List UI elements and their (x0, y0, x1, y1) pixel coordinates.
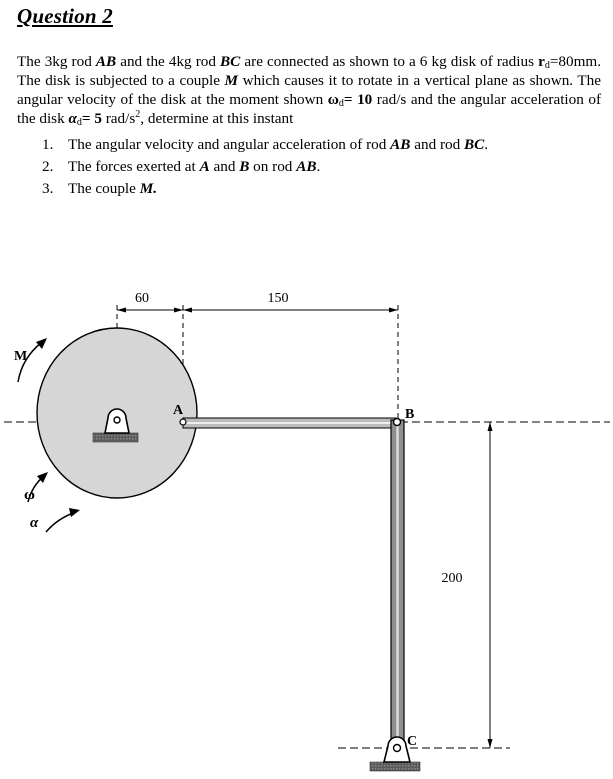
rod-BC (391, 419, 404, 747)
dim-150-label: 150 (267, 291, 289, 306)
label-B: B (405, 407, 415, 422)
question-title: Question 2 (17, 4, 113, 28)
label-C: C (407, 734, 418, 749)
rod-AB (180, 418, 396, 428)
question-item-1: 1. The angular velocity and angular acceleration of rod AB and rod BC. (42, 136, 489, 153)
dim-60-label: 60 (135, 291, 149, 306)
label-omega: ω (24, 487, 35, 503)
question-item-3: 3. The couple M. (42, 180, 158, 197)
couple-M-arrow (14, 338, 47, 382)
label-alpha: α (30, 515, 39, 531)
pin-A (180, 419, 186, 425)
dimension-200 (442, 422, 493, 748)
label-A: A (173, 403, 184, 418)
problem-statement: The 3kg rod AB and the 4kg rod BC are connected as shown to a 6 kg disk of radius $r_d=80mm$. The disk is subjected to a couple M which causes it to rotate in a vertical plane as shown. The angular velocity of the disk at the moment shown $\omega_d= 10$ rad/s and the angular acceleration of the disk $\alpha_d= 5$ rad/$s^2$, determine at this instant (17, 53, 602, 128)
question-item-2: 2. The forces exerted at A and B on rod AB. (42, 158, 321, 175)
dimension-60 (117, 291, 183, 313)
alpha-arrow (30, 508, 80, 532)
dim-200-label: 200 (441, 571, 463, 586)
label-M: M (14, 349, 28, 364)
dimension-150 (183, 291, 398, 313)
omega-arrow (24, 472, 48, 503)
pin-B (394, 419, 401, 426)
